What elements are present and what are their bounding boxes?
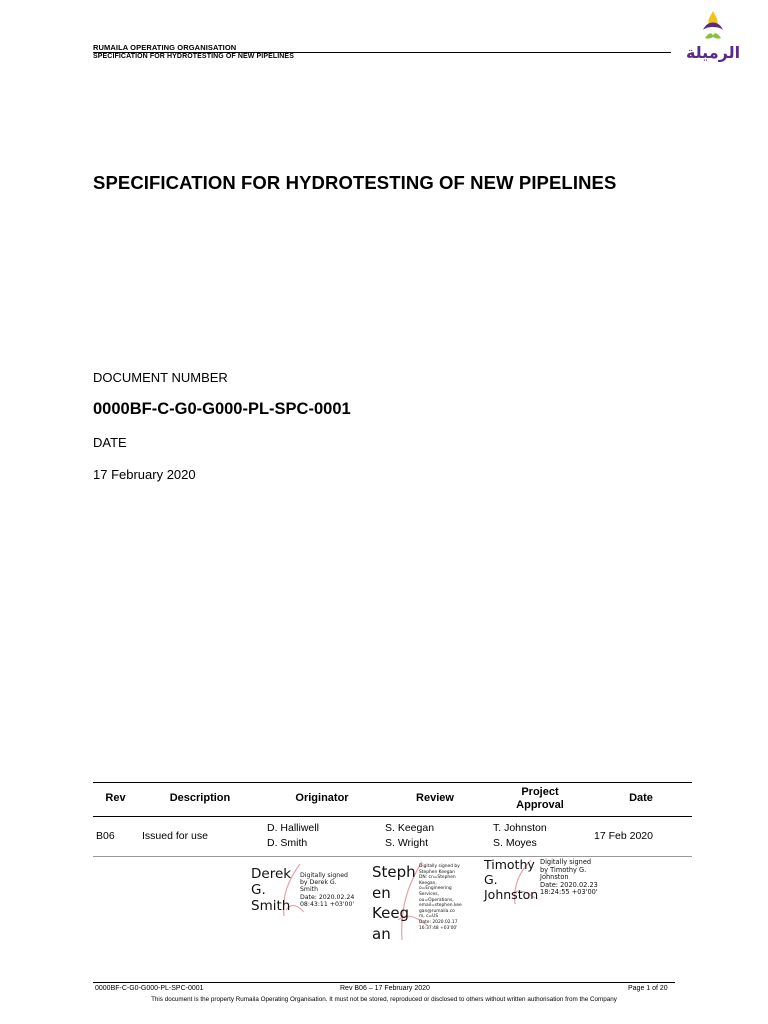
review-sig-name-line: en [372, 883, 391, 902]
review-sig-detail-line: 16:37:48 +03'00' [419, 925, 458, 931]
review-sig-name-line: Keeg [372, 904, 410, 922]
document-number-label: DOCUMENT NUMBER [93, 370, 228, 385]
row-date: 17 Feb 2020 [594, 830, 653, 842]
header-org: RUMAILA OPERATING ORGANISATION [93, 43, 237, 52]
footer-revision: Rev B06 – 17 February 2020 [340, 985, 430, 992]
rumaila-logo [683, 8, 743, 64]
approval-signature-details [540, 859, 598, 897]
originator-sig-detail-line: Smith [300, 886, 319, 894]
approval-sig-name-line: Johnston [484, 886, 539, 902]
approval-sig-name-line: G. [484, 871, 498, 887]
originator-sig-detail-line: Digitally signed [300, 872, 348, 879]
document-number: 0000BF-C-G0-G000-PL-SPC-0001 [93, 400, 351, 418]
review-sig-detail-line: Stephen Keegan [419, 869, 455, 875]
review-sig-detail-line: Keegan, [419, 880, 437, 886]
row-originator-2: D. Smith [267, 837, 308, 849]
approval-sig-detail-line: Digitally signed [540, 858, 592, 866]
footer-page-number: Page 1 of 20 [628, 985, 668, 992]
table-row-rule [93, 856, 692, 857]
originator-signature-details [300, 872, 354, 908]
footer-rule [93, 982, 675, 983]
row-originator-1: D. Halliwell [267, 822, 319, 834]
col-header-approval-line2: Approval [516, 799, 564, 811]
row-review [385, 821, 434, 851]
date-label: DATE [93, 435, 127, 450]
table-header-rule [93, 816, 692, 817]
review-sig-name-line: Steph [372, 863, 416, 881]
col-header-rev: Rev [105, 792, 126, 804]
row-rev: B06 [96, 830, 115, 842]
review-sig-detail-line: email=stephen.kee [419, 903, 462, 909]
row-approval [493, 821, 547, 851]
originator-sig-detail-line: by Derek G. [300, 879, 337, 887]
rumaila-logo-icon [683, 8, 743, 64]
document-title: SPECIFICATION FOR HYDROTESTING OF NEW PIPELINES [93, 172, 617, 193]
col-header-project-approval [490, 786, 590, 812]
originator-sig-name-line: Derek [251, 866, 292, 882]
col-header-review: Review [416, 792, 454, 804]
approval-sig-detail-line: by Timothy G. [540, 865, 587, 874]
originator-signature-name [251, 866, 291, 914]
col-header-originator: Originator [295, 792, 349, 804]
originator-sig-detail-line: Date: 2020.02.24 [300, 893, 355, 901]
approval-sig-name-line: Timothy [484, 857, 535, 872]
row-review-2: S. Wright [385, 837, 428, 849]
review-sig-detail-line: DN: cn=Stephen [419, 875, 456, 881]
review-sig-detail-line: Digitally signed by [419, 864, 460, 869]
header-subtitle: SPECIFICATION FOR HYDROTESTING OF NEW PIPELINES [93, 53, 294, 60]
row-description: Issued for use [142, 830, 208, 842]
row-originator [267, 821, 319, 851]
footer-doc-number: 0000BF-C-G0-G000-PL-SPC-0001 [95, 985, 204, 992]
review-sig-detail-line: o=Engineering [419, 886, 452, 892]
review-sig-detail-line: Services, [419, 891, 439, 897]
table-top-rule [93, 782, 692, 783]
review-signature-details [419, 864, 462, 931]
row-approval-2: S. Moyes [493, 837, 537, 849]
col-header-description: Description [169, 792, 231, 804]
review-sig-detail-line: m, c=US [419, 914, 439, 920]
col-header-date: Date [629, 792, 653, 804]
review-sig-detail-line: ou=Operations, [419, 897, 454, 903]
review-sig-detail-line: gan@rumaila.co [419, 908, 455, 914]
review-sig-detail-line: Date: 2020.02.17 [419, 919, 458, 925]
originator-sig-name-line: G. [251, 882, 266, 898]
approval-sig-detail-line: 18:24:55 +03'00' [540, 888, 598, 897]
approval-signature-name [484, 858, 538, 902]
originator-sig-detail-line: 08:43:11 +03'00' [300, 900, 355, 908]
footer-notice: This document is the property Rumaila Operating Organisation. It must not be stored, reproduced or disclosed to others without written authorisation from the Company [151, 996, 617, 1003]
review-signature-name [372, 862, 416, 944]
review-sig-name-line: an [372, 924, 391, 943]
row-approval-1: T. Johnston [493, 822, 547, 834]
approval-sig-detail-line: Johnston [540, 873, 569, 882]
originator-sig-name-line: Smith [251, 898, 291, 914]
logo-text: الرميلة [685, 43, 741, 62]
row-review-1: S. Keegan [385, 822, 435, 834]
col-header-approval-line1: Project [521, 786, 559, 798]
approval-sig-detail-line: Date: 2020.02.23 [540, 880, 598, 889]
date-value: 17 February 2020 [93, 467, 196, 482]
